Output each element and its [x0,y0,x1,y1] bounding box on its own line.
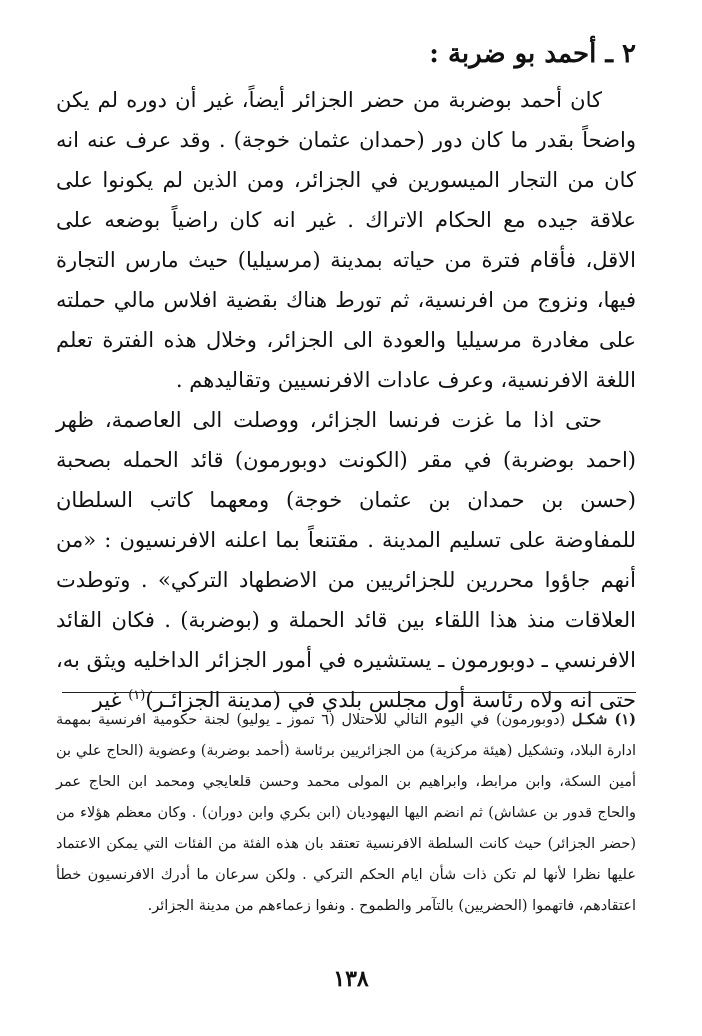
footnote [56,704,636,922]
section-number: ٢ ـ [605,39,636,69]
footnote-divider [62,692,636,693]
footnote-text: (دوبورمون) في اليوم التالي للاحتلال (٦ تموز ـ يوليو) لجنة حكومية افرنسية بمهمة ادارة البلاد، وتشكيل (هيئة مركزية) من الجزائريين برئاسة (أحمد بوضربة) وعضوية (الحاج علي بن أمين السكة، وابن مرابط، وابراهيم بن المولى محمد وحسن قلعايجي ومحمد ابن الحاج عمر والحاج قدور بن عشاش) ثم انضم اليها اليهوديان (ابن بكري وابن دوران) . وكان معظم هؤلاء من (حضر الجزائر) حيث كانت السلطة الافرنسية تعتقد بان هذه الفئة من الفئات التي يمكن الاعتماد عليها نظرا لأنها لم تكن ذات شأن ايام الحكم التركي . ولكن سرعان ما أدرك الافرنسيون خطأ اعتقادهم، فاتهموا (الحضريين) بالتآمر والطموح . ونفوا زعماءهم من مدينة الجزائر. [56,712,636,914]
paragraph [56,400,636,720]
footnote-label: (١) شكـل [571,711,636,728]
section-title: أحمد بو ضربة : [429,39,597,69]
paragraph-text: حتى اذا ما غزت فرنسا الجزائر، ووصلت الى العاصمة، ظهر (احمد بوضربة) في مقر (الكونت دوبورمون) قائد الحمله بصحبة (حسن بن حمدان بن عثمان خوجة) ومعهما كاتب السلطان للمفاوضة على تسليم المدينة . مقتنعاً بما اعلنه الافرنسيون : «من أنهم جاؤوا محررين للجزائريين من الاضطهاد التركي» . وتوطدت العلاقات منذ هذا اللقاء بين قائد الحملة و (بوضربة) . فكان القائد الافرنسي ـ دوبورمون ـ يستشيره في أمور الجزائر الداخليه ويثق به، حتى انه ولاه رئاسة أول مجلس بلدي في (مدينة الجزائـر) [56,408,636,712]
section-heading [429,34,636,74]
paragraph-trailing-text: غير [92,688,129,712]
page-number: ١٣٨ [333,966,369,992]
paragraph: كان أحمد بوضربة من حضر الجزائر أيضاً، غير أن دوره لم يكن واضحاً بقدر ما كان دور (حمدان عثمان خوجة) . وقد عرف عنه انه كان من التجار الميسورين في الجزائر، ومن الذين لم يكونوا على علاقة جيده مع الحكام الاتراك . غير انه كان راضياً بوضعه على الاقل، فأقام فترة من حياته بمدينة (مرسيليا) حيث مارس التجارة فيها، ونزوج من افرنسية، ثم تورط هناك بقضية افلاس مالي حملته على مغادرة مرسيليا والعودة الى الجزائر، وخلال هذه الفترة تعلم اللغة الافرنسية، وعرف عادات الافرنسيين وتقاليدهم . [56,88,636,392]
main-text [56,80,636,720]
footnote-reference: (١) [128,688,146,703]
footnote-paragraph [56,704,636,922]
